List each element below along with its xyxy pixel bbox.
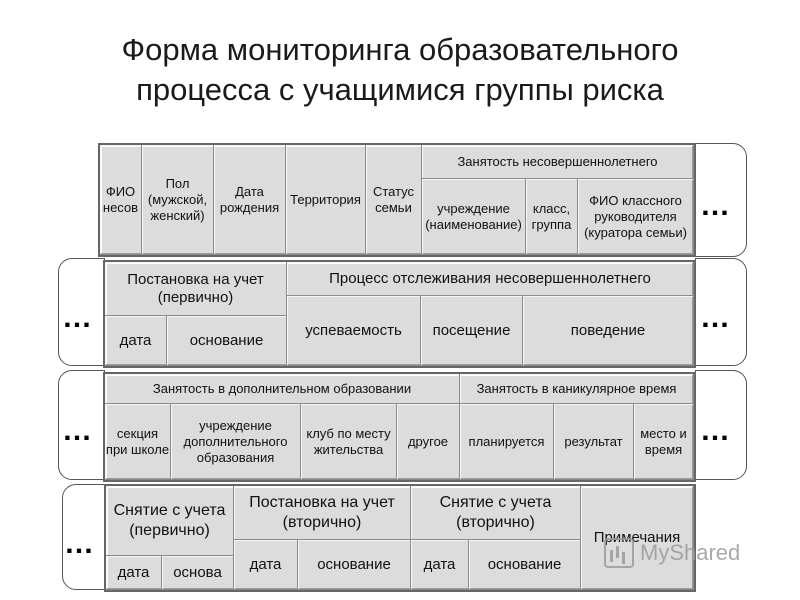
col-fio: ФИО несов xyxy=(100,145,142,255)
header-postanovka-vtorichno: Постановка на учет (вторично) xyxy=(234,486,411,540)
title-line-2: процесса с учащимися группы риска xyxy=(136,72,664,107)
title-line-1: Форма мониторинга образовательного xyxy=(121,32,679,67)
col-data-rozhdeniya: Дата рождения xyxy=(214,145,286,255)
col-territoriya: Территория xyxy=(286,145,366,255)
col-osnova-1: основа xyxy=(162,556,234,590)
col-fio-klassnogo: ФИО классного руководителя (куратора семьи) xyxy=(578,179,694,255)
col-rezultat: результат xyxy=(554,404,634,480)
col-pol: Пол (мужской, женский) xyxy=(142,145,214,255)
header-process: Процесс отслеживания несовершеннолетнего xyxy=(287,262,694,296)
presentation-icon xyxy=(604,538,634,568)
table-block-1 xyxy=(98,143,696,257)
watermark xyxy=(604,538,740,568)
ellipsis-right-1: … xyxy=(700,189,732,222)
col-sekciya: секция при школе xyxy=(105,404,171,480)
header-snyatie-pervichno: Снятие с учета (первично) xyxy=(106,486,234,556)
watermark-text: MyShared xyxy=(640,540,741,565)
col-osnovanie-2: основание xyxy=(298,540,411,590)
ellipsis-right-3: … xyxy=(700,414,732,447)
col-data: дата xyxy=(105,316,167,366)
col-drugoe: другое xyxy=(397,404,460,480)
page-title xyxy=(0,30,800,110)
col-osnovanie-3: основание xyxy=(469,540,581,590)
table-block-3 xyxy=(103,372,696,482)
ellipsis-left-3: … xyxy=(62,414,94,447)
table-block-2 xyxy=(103,260,696,368)
col-osnovanie: основание xyxy=(167,316,287,366)
col-primechaniya: Примечания xyxy=(581,486,694,590)
header-zanyatost: Занятость несовершеннолетнего xyxy=(422,145,694,179)
col-poseshchenie: посещение xyxy=(421,296,523,366)
ellipsis-right-2: … xyxy=(700,301,732,334)
ellipsis-left-4: … xyxy=(64,527,96,560)
col-planiruetsya: планируется xyxy=(460,404,554,480)
col-mesto-vremya: место и время xyxy=(634,404,694,480)
col-uspevaemost: успеваемость xyxy=(287,296,421,366)
col-data-3: дата xyxy=(411,540,469,590)
col-klass-gruppa: класс, группа xyxy=(526,179,578,255)
header-snyatie-vtorichno: Снятие с учета (вторично) xyxy=(411,486,581,540)
col-uchrezhdenie-dop: учреждение дополнительного образования xyxy=(171,404,301,480)
header-dop-obrazovanie: Занятость в дополнительном образовании xyxy=(105,374,460,404)
col-data-2: дата xyxy=(234,540,298,590)
col-povedenie: поведение xyxy=(523,296,694,366)
header-postanovka-pervichno: Постановка на учет (первично) xyxy=(105,262,287,316)
col-klub: клуб по месту жительства xyxy=(301,404,397,480)
ellipsis-left-2: … xyxy=(62,301,94,334)
header-kanikulyarnoe: Занятость в каникулярное время xyxy=(460,374,694,404)
col-uchrezhdenie: учреждение (наименование) xyxy=(422,179,526,255)
col-data-1: дата xyxy=(106,556,162,590)
col-status-semi: Статус семьи xyxy=(366,145,422,255)
